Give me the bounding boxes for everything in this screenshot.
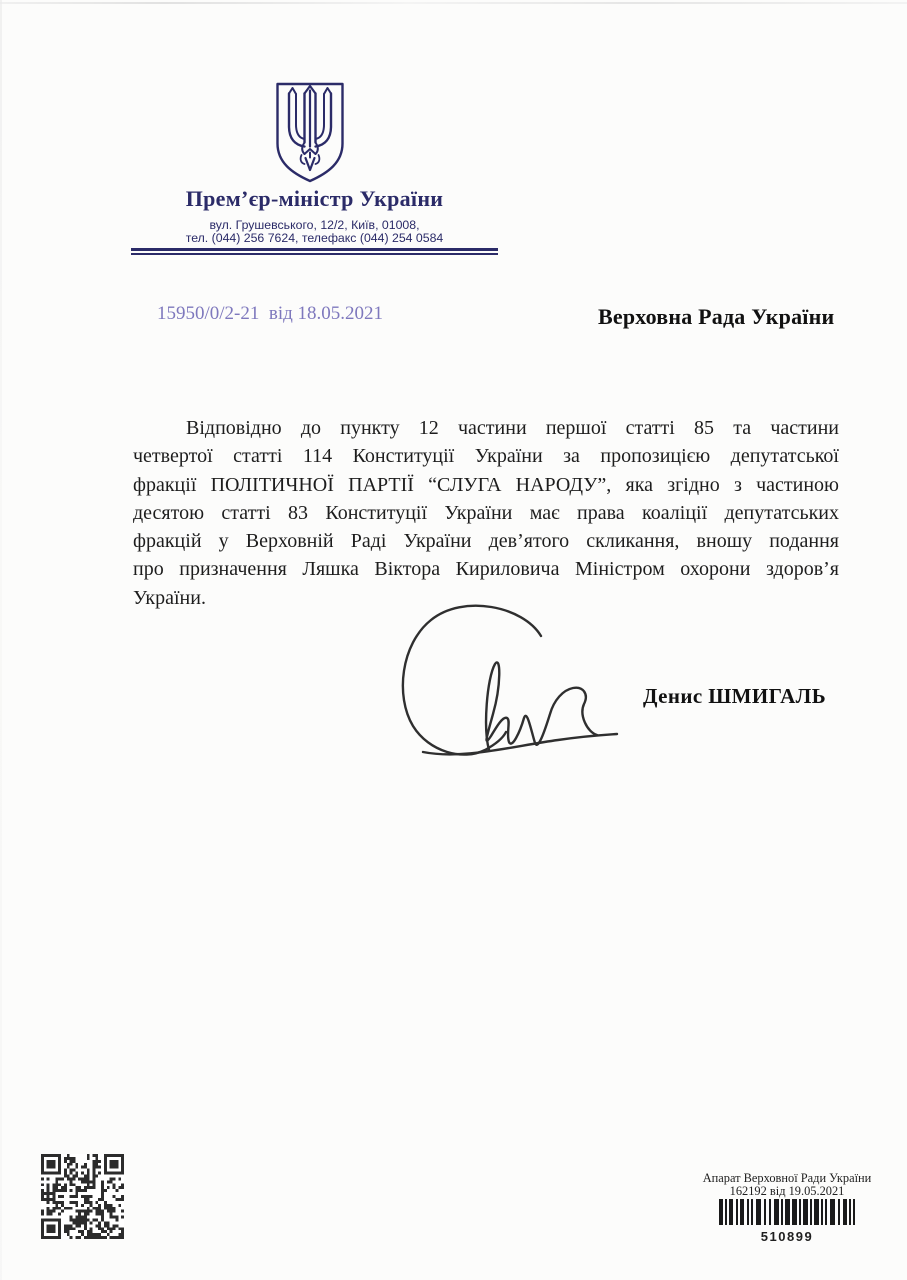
stamp-entry: 162192 від 19.05.2021	[729, 1184, 845, 1198]
letterhead-title: Прем’єр-міністр України	[185, 186, 444, 211]
letterhead-address	[131, 219, 498, 244]
stamp-barcode-number: 510899	[760, 1229, 814, 1244]
body-line: Відповідно до пункту 12 частини першої статті 85 та частини	[186, 417, 839, 439]
body-line: фракцій у Верховній Раді України дев’ятого скликання, вношу подання	[133, 530, 839, 553]
handwritten-signature	[393, 598, 658, 773]
letterhead-divider	[131, 248, 498, 255]
body-line: фракції ПОЛІТИЧНОЇ ПАРТІЇ “СЛУГА НАРОДУ”, яка згідно з частиною	[133, 473, 839, 496]
letterhead-address-line2: тел. (044) 256 7624, телефакс (044) 254 0584	[185, 230, 444, 245]
signer-name: Денис ШМИГАЛЬ	[643, 684, 826, 708]
registration-stamp	[698, 1172, 876, 1243]
reference-number: 15950/0/2-21 від 18.05.2021	[157, 303, 384, 324]
letterhead-address-line1: вул. Грушевського, 12/2, Київ, 01008,	[209, 218, 420, 232]
recipient: Верховна Рада України	[598, 304, 835, 329]
qr-code	[41, 1154, 124, 1239]
barcode	[719, 1199, 855, 1225]
body-line: України.	[133, 586, 206, 609]
scan-artifact-top-edge	[0, 2, 907, 4]
body-line: про призначення Ляшка Віктора Кириловича Міністром охорони здоров’я	[133, 558, 839, 581]
letter-body	[133, 414, 839, 612]
stamp-office: Апарат Верховної Ради України	[702, 1171, 872, 1185]
body-line: четвертої статті 114 Конституції України за пропозицією депутатської	[133, 445, 839, 468]
body-line: десятою статті 83 Конституції України має права коаліції депутатських	[133, 501, 839, 524]
ukraine-coat-of-arms-icon	[270, 80, 350, 185]
scan-artifact-left-edge	[0, 0, 2, 1280]
